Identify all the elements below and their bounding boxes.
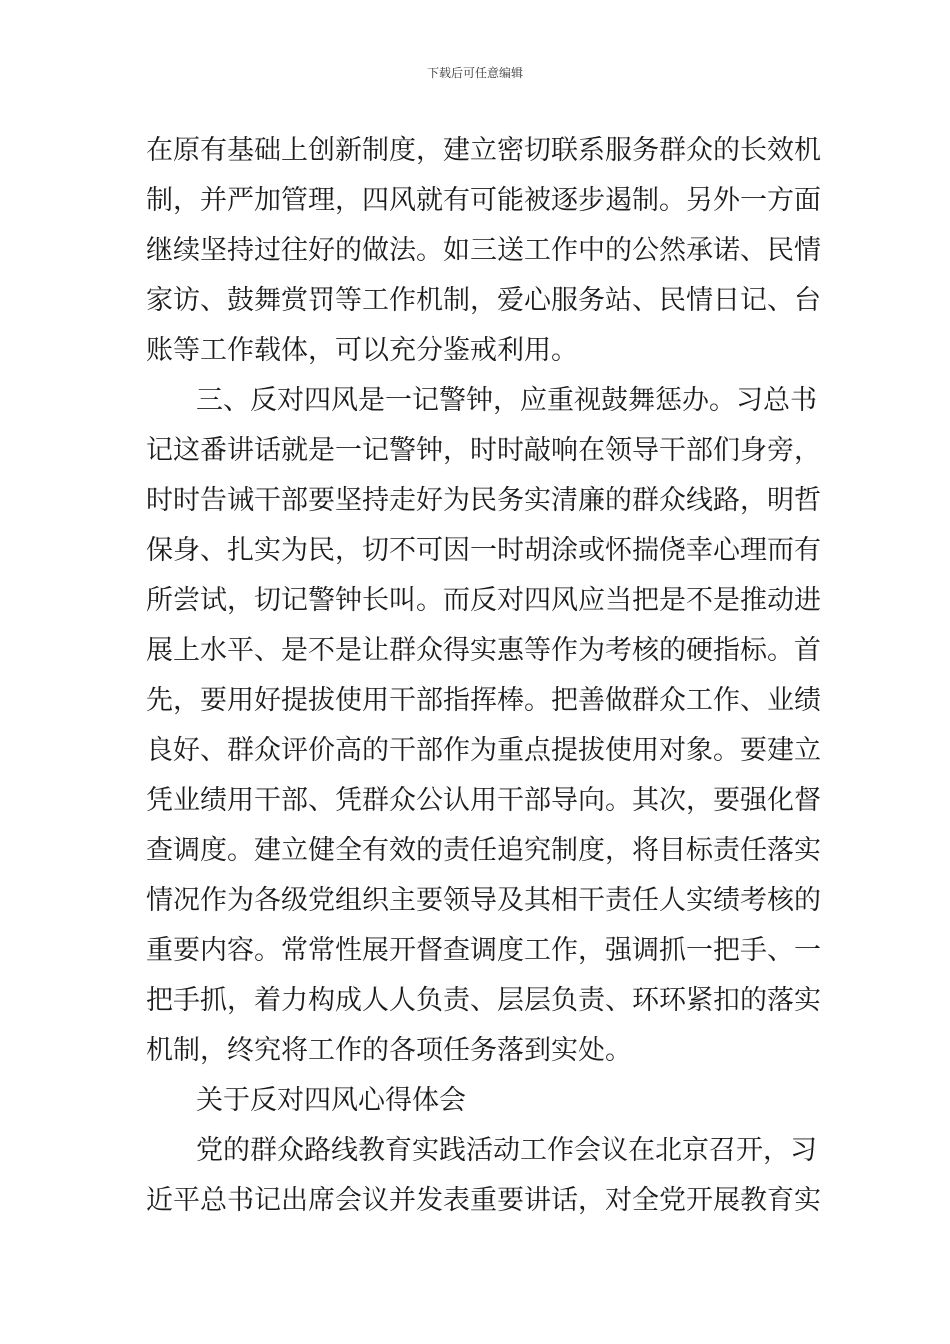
text-line: 制，并严加管理，四风就有可能被逐步遏制。另外一方面 (146, 185, 821, 216)
text-line: 在原有基础上创新制度，建立密切联系服务群众的长效机 (146, 135, 821, 166)
text-line: 重要内容。常常性展开督查调度工作，强调抓一把手、一 (146, 935, 821, 966)
text-line: 账等工作载体，可以充分鉴戒利用。 (146, 335, 578, 366)
text-line: 机制，终究将工作的各项任务落到实处。 (146, 1035, 632, 1066)
text-line: 家访、鼓舞赏罚等工作机制，爱心服务站、民情日记、台 (146, 285, 821, 316)
text-line: 情况作为各级党组织主要领导及其相干责任人实绩考核的 (146, 885, 821, 916)
text-line: 关于反对四风心得体会 (196, 1085, 466, 1116)
text-line: 凭业绩用干部、凭群众公认用干部导向。其次，要强化督 (146, 785, 821, 816)
text-line: 记这番讲话就是一记警钟，时时敲响在领导干部们身旁， (146, 435, 821, 466)
document-body (146, 126, 821, 1226)
page-header-note: 下载后可任意编辑 (426, 66, 523, 80)
text-line: 时时告诫干部要坚持走好为民务实清廉的群众线路，明哲 (146, 485, 821, 516)
text-line: 近平总书记出席会议并发表重要讲话，对全党开展教育实 (146, 1185, 821, 1216)
text-line: 所尝试，切记警钟长叫。而反对四风应当把是不是推动进 (146, 585, 821, 616)
text-line: 良好、群众评价高的干部作为重点提拔使用对象。要建立 (146, 735, 821, 766)
text-line: 先，要用好提拔使用干部指挥棒。把善做群众工作、业绩 (146, 685, 821, 716)
text-line: 保身、扎实为民，切不可因一时胡涂或怀揣侥幸心理而有 (146, 535, 821, 566)
text-line: 把手抓，着力构成人人负责、层层负责、环环紧扣的落实 (146, 985, 821, 1016)
text-line: 展上水平、是不是让群众得实惠等作为考核的硬指标。首 (146, 635, 821, 666)
text-line: 继续坚持过往好的做法。如三送工作中的公然承诺、民情 (146, 235, 821, 266)
text-line: 党的群众路线教育实践活动工作会议在北京召开，习 (196, 1135, 817, 1166)
text-line: 三、反对四风是一记警钟，应重视鼓舞惩办。习总书 (196, 385, 817, 416)
text-line: 查调度。建立健全有效的责任追究制度，将目标责任落实 (146, 835, 821, 866)
